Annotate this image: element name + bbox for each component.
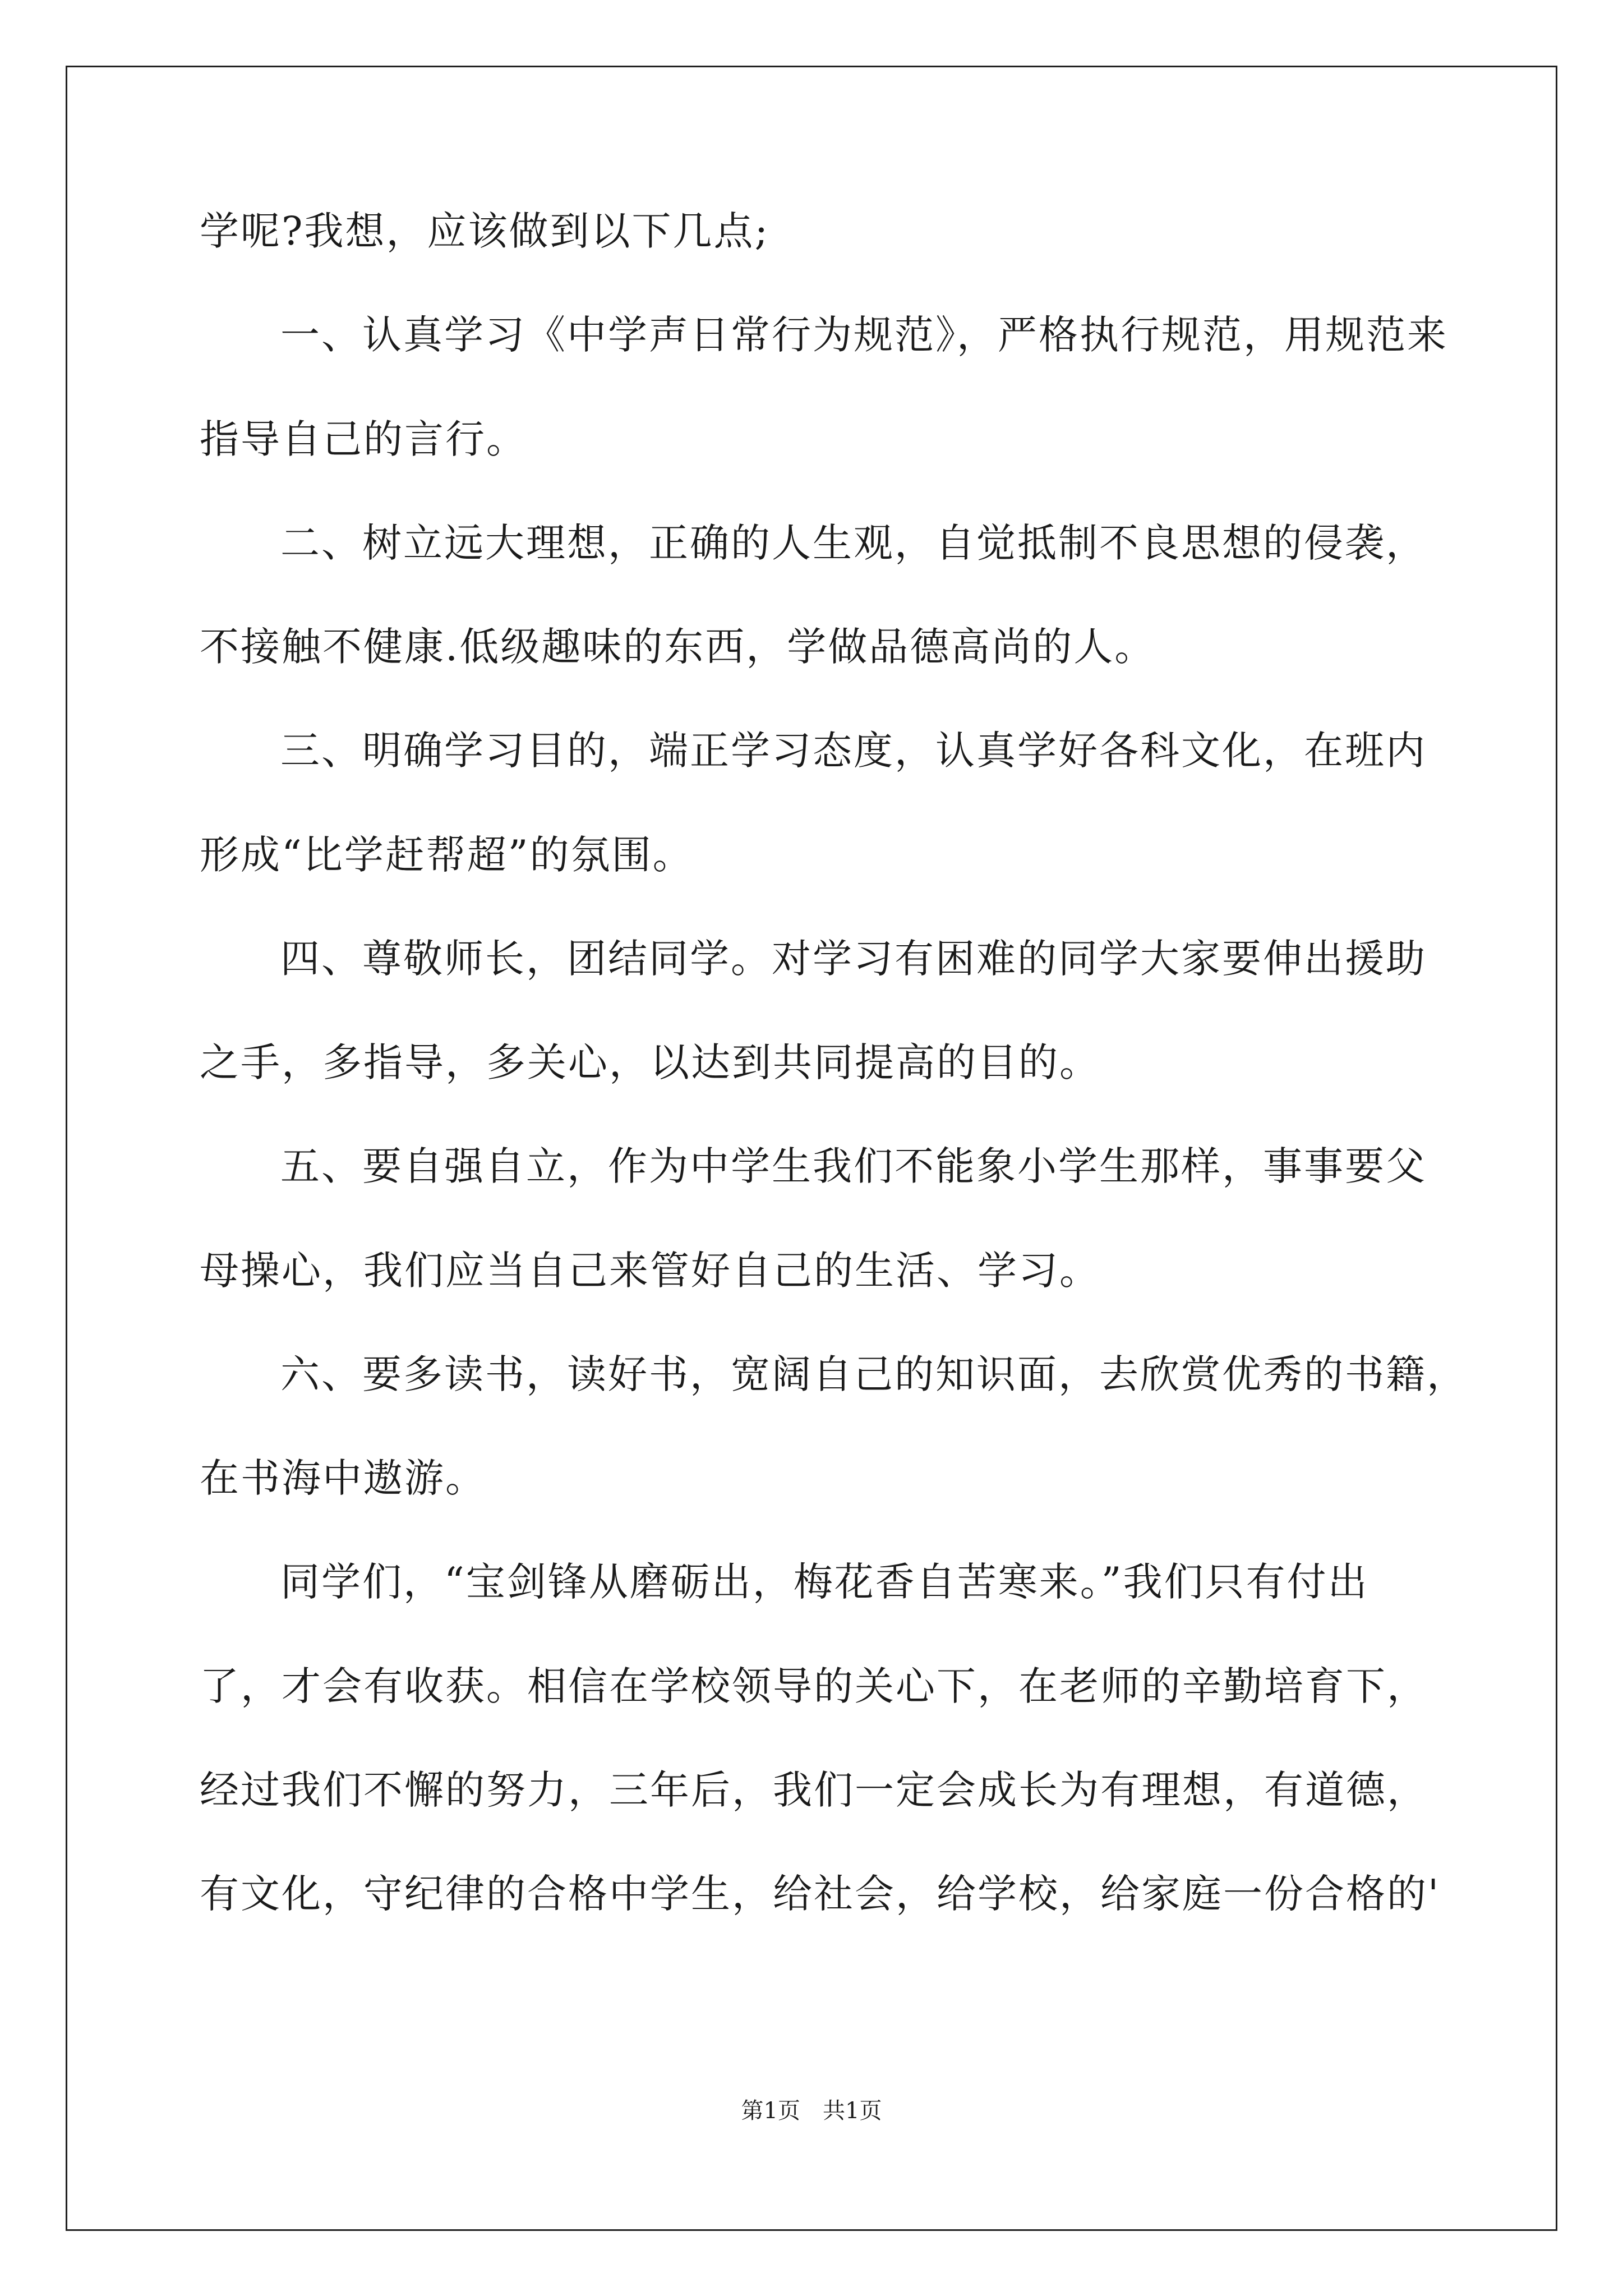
text-line: 形成“比学赶帮超”的氛围。	[200, 832, 694, 878]
text-line: 有文化，守纪律的合格中学生，给社会，给学校，给家庭一份合格的'	[200, 1871, 1441, 1917]
text-line: 同学们，“宝剑锋从磨砺出，梅花香自苦寒来。”我们只有付出	[280, 1559, 1369, 1605]
text-line: 在书海中遨游。	[200, 1455, 486, 1501]
text-line: 经过我们不懈的努力，三年后，我们一定会成长为有理想，有道德，	[200, 1767, 1428, 1813]
page-number-footer: 第1页 共1页	[741, 2098, 882, 2124]
text-line: 四、尊敬师长，团结同学。对学习有困难的同学大家要伸出援助	[280, 936, 1427, 982]
text-line: 一、认真学习《中学声日常行为规范》，严格执行规范，用规范来	[280, 312, 1448, 358]
text-line: 母操心，我们应当自己来管好自己的生活、学习。	[200, 1248, 1100, 1294]
text-line: 五、要自强自立，作为中学生我们不能象小学生那样，事事要父	[280, 1143, 1427, 1189]
text-line: 三、明确学习目的，端正学习态度，认真学好各科文化，在班内	[280, 728, 1427, 774]
text-line: 不接触不健康.低级趣味的东西，学做品德高尚的人。	[200, 624, 1156, 670]
text-line: 学呢?我想，应该做到以下几点;	[200, 208, 770, 254]
text-line: 了，才会有收获。相信在学校领导的关心下，在老师的辛勤培育下，	[200, 1663, 1428, 1709]
text-line: 之手，多指导，多关心，以达到共同提高的目的。	[200, 1039, 1100, 1085]
text-line: 六、要多读书，读好书，宽阔自己的知识面，去欣赏优秀的书籍，	[280, 1351, 1468, 1397]
text-line: 二、树立远大理想，正确的人生观，自觉抵制不良思想的侵袭，	[280, 520, 1427, 566]
text-line: 指导自己的言行。	[200, 416, 527, 462]
